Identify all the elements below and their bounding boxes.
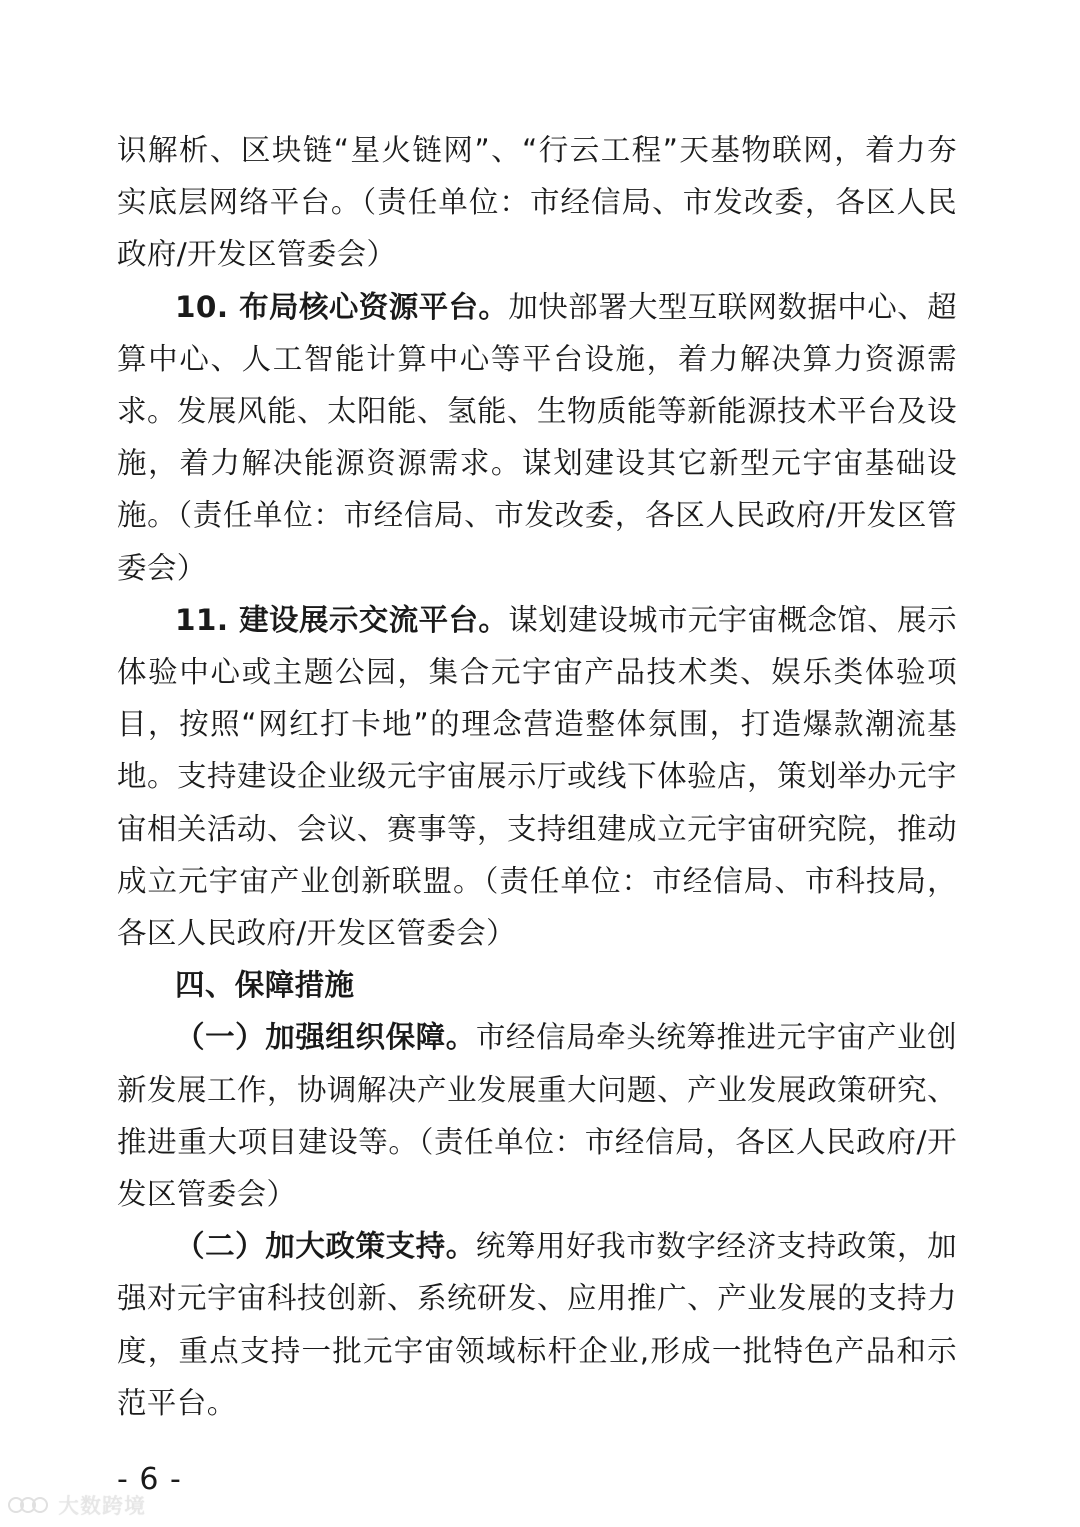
page-number: - 6 - [117, 1462, 182, 1497]
item-10-lead: 10. 布局核心资源平台。 [175, 289, 509, 324]
watermark-text: 大数跨境 [58, 1494, 146, 1518]
item-11-body: 谋划建设城市元宇宙概念馆、展示体验中心或主题公园，集合元宇宙产品技术类、娱乐类体验项目，按照“网红打卡地”的理念营造整体氛围，打造爆款潮流基地。支持建设企业级元宇宙展示厅或线下体验店，策划举办元宇宙相关活动、会议、赛事等，支持组建成立元宇宙研究院，推动成立元宇宙产业创新联盟。（责任单位：市经信局、市科技局，各区人民政府/开发区管委会） [117, 602, 957, 951]
paragraph-subsection-2 [117, 1220, 957, 1429]
circles-logo-icon [8, 1493, 54, 1517]
item-11-lead: 11. 建设展示交流平台。 [175, 602, 509, 637]
paragraph-subsection-1 [117, 1011, 957, 1220]
section-heading: 四、保障措施 [175, 968, 355, 1003]
paragraph-continued [117, 124, 957, 281]
watermark [8, 1490, 146, 1520]
paragraph-item-10 [117, 281, 957, 594]
subsection-2-body: 统筹用好我市数字经济支持政策，加强对元宇宙科技创新、系统研发、应用推广、产业发展的支持力度，重点支持一批元宇宙领域标杆企业,形成一批特色产品和示范平台。 [117, 1229, 957, 1420]
subsection-1-lead: （一）加强组织保障。 [175, 1020, 476, 1055]
document-body [117, 124, 957, 1429]
paragraph-text: 识解析、区块链“星火链网”、“行云工程”天基物联网，着力夯实底层网络平台。（责任单位：市经信局、市发改委，各区人民政府/开发区管委会） [117, 133, 957, 272]
item-10-body: 加快部署大型互联网数据中心、超算中心、人工智能计算中心等平台设施，着力解决算力资源需求。发展风能、太阳能、氢能、生物质能等新能源技术平台及设施，着力解决能源资源需求。谋划建设其它新型元宇宙基础设施。（责任单位：市经信局、市发改委，各区人民政府/开发区管委会） [117, 289, 957, 585]
subsection-1-body: 市经信局牵头统筹推进元宇宙产业创新发展工作，协调解决产业发展重大问题、产业发展政策研究、推进重大项目建设等。（责任单位：市经信局，各区人民政府/开发区管委会） [117, 1020, 957, 1212]
subsection-2-lead: （二）加大政策支持。 [175, 1229, 476, 1264]
paragraph-item-11 [117, 594, 957, 959]
